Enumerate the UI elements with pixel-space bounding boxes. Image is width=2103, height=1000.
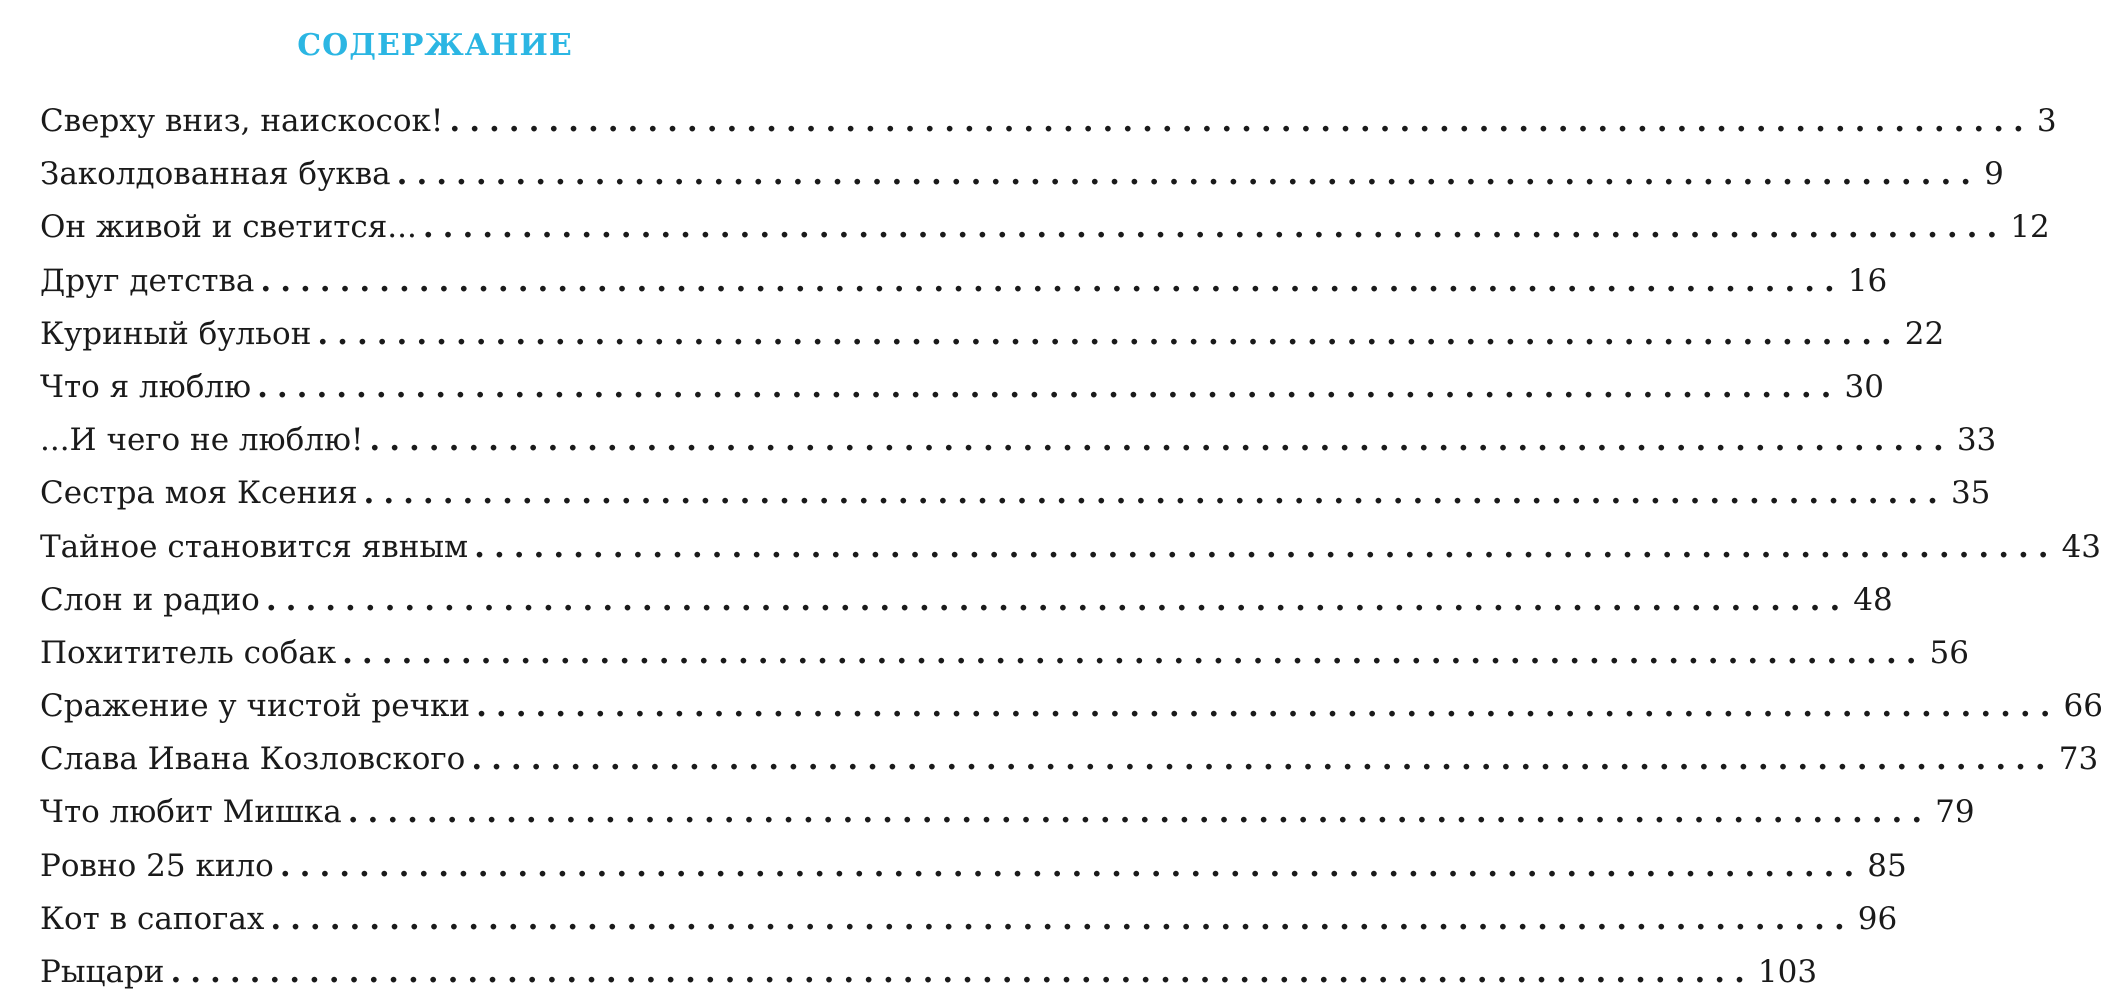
- toc-page-number: 48: [1853, 581, 1893, 618]
- toc-page-number: 79: [1935, 794, 1975, 831]
- toc-entry[interactable]: [40, 148, 2004, 201]
- dot-leader: ................................................................................: [476, 688, 2060, 725]
- toc-entry-title: Куриный бульон: [40, 315, 312, 352]
- toc-entry[interactable]: [40, 893, 1898, 946]
- dot-leader: ................................................................................: [363, 475, 1947, 512]
- toc-page-number: 35: [1950, 475, 1991, 512]
- dot-leader: ................................................................................: [396, 156, 1981, 193]
- toc-entry-title: Слон и радио: [40, 581, 260, 618]
- toc-entry[interactable]: [40, 467, 1991, 520]
- toc-page-number: 66: [2063, 688, 2103, 725]
- toc-page-number: 43: [2061, 528, 2102, 565]
- dot-leader: ................................................................................: [279, 847, 1864, 884]
- toc-entry-title: Тайное становится явным: [40, 528, 469, 565]
- dot-leader: ................................................................................: [317, 315, 1901, 352]
- dot-leader: ................................................................................: [369, 422, 1953, 459]
- toc-entry[interactable]: [40, 361, 1884, 414]
- toc-page-number: 73: [2058, 741, 2099, 778]
- toc-entry[interactable]: [40, 680, 2103, 733]
- toc-entry[interactable]: [40, 574, 1893, 627]
- dot-leader: ................................................................................: [347, 794, 1932, 831]
- toc-list: [40, 95, 2103, 999]
- toc-entry[interactable]: [40, 521, 2102, 574]
- dot-leader: ................................................................................: [342, 634, 1926, 671]
- toc-entry[interactable]: [40, 840, 1907, 893]
- dot-leader: ................................................................................: [449, 103, 2033, 139]
- dot-leader: ................................................................................: [170, 954, 1754, 990]
- toc-entry[interactable]: [40, 733, 2099, 786]
- toc-entry-title: Сверху вниз, наискосок!: [40, 103, 444, 139]
- toc-entry[interactable]: [40, 786, 1975, 839]
- toc-entry[interactable]: [40, 946, 1818, 999]
- toc-entry[interactable]: [40, 95, 2057, 148]
- toc-page-number: 85: [1867, 847, 1907, 884]
- toc-entry-title: Сражение у чистой речки: [40, 688, 471, 725]
- toc-entry-title: Сестра моя Ксения: [40, 475, 358, 512]
- toc-entry-title: Что я люблю: [40, 368, 252, 405]
- toc-entry-title: Кот в сапогах: [40, 900, 265, 937]
- toc-entry-title: Рыцари: [40, 954, 165, 990]
- toc-entry-title: Ровно 25 кило: [40, 847, 274, 884]
- toc-page-number: 9: [1984, 156, 2004, 193]
- dot-leader: ................................................................................: [265, 581, 1850, 618]
- toc-entry[interactable]: [40, 201, 2050, 254]
- toc-page-number: 103: [1757, 954, 1818, 990]
- dot-leader: ................................................................................: [270, 900, 1854, 937]
- toc-entry-title: Он живой и светится...: [40, 209, 417, 246]
- page-title: СОДЕРЖАНИЕ: [297, 28, 573, 63]
- dot-leader: ................................................................................: [474, 528, 2058, 565]
- toc-page-number: 22: [1904, 315, 1945, 352]
- toc-entry[interactable]: [40, 308, 1945, 361]
- toc-page-number: 16: [1847, 262, 1888, 299]
- dot-leader: ................................................................................: [471, 741, 2055, 778]
- toc-page-number: 96: [1857, 900, 1898, 937]
- toc-entry[interactable]: [40, 255, 1888, 308]
- toc-entry-title: Похититель собак: [40, 634, 337, 671]
- toc-page-number: 30: [1844, 368, 1884, 405]
- toc-page-number: 56: [1929, 634, 1969, 671]
- toc-page-number: 12: [2010, 209, 2050, 246]
- toc-page-number: 3: [2036, 103, 2057, 139]
- toc-entry-title: Друг детства: [40, 262, 255, 299]
- toc-entry-title: Слава Ивана Козловского: [40, 741, 466, 778]
- toc-entry[interactable]: [40, 627, 1969, 680]
- toc-entry-title: ...И чего не люблю!: [40, 422, 364, 459]
- toc-page-number: 33: [1956, 422, 1997, 459]
- toc-entry[interactable]: [40, 414, 1997, 467]
- toc-entry-title: Заколдованная буква: [40, 156, 391, 193]
- dot-leader: ................................................................................: [257, 368, 1841, 405]
- toc-entry-title: Что любит Мишка: [40, 794, 342, 831]
- dot-leader: ................................................................................: [260, 262, 1844, 299]
- dot-leader: ................................................................................: [422, 209, 2007, 246]
